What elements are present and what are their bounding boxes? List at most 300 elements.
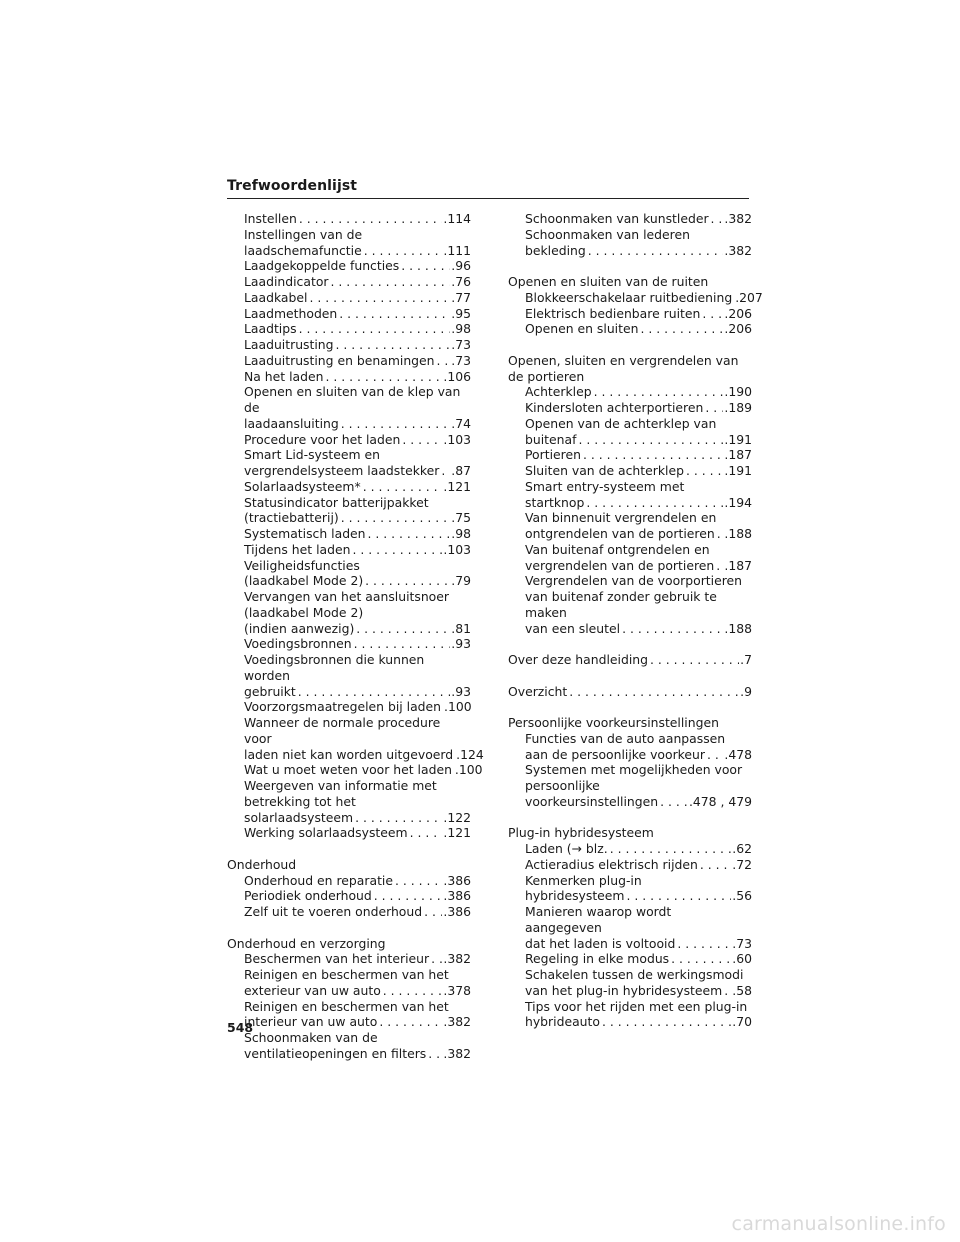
index-entry-leader-line [525, 384, 752, 400]
index-entry [227, 558, 471, 590]
index-entry [508, 573, 752, 636]
index-entry [508, 227, 752, 259]
index-entry-text: laadschemafunctie [244, 242, 362, 258]
page-reference: .378 [443, 982, 471, 998]
index-entry-text: voorkeursinstellingen [525, 793, 659, 809]
index-entry-leader-line [244, 888, 471, 904]
dot-leader [334, 337, 451, 353]
dot-leader [722, 983, 731, 999]
index-entry-text: Vervangen van het aansluitsnoer [244, 589, 449, 604]
dot-leader [339, 416, 451, 432]
index-entry-leader-line [525, 495, 752, 511]
dot-leader [669, 951, 731, 967]
dot-leader [408, 825, 443, 841]
index-entry-leader-line [244, 1014, 471, 1030]
index-entry [227, 589, 471, 636]
index-entry [508, 321, 752, 337]
index-entry-text: van een sleutel [525, 620, 621, 636]
index-entry-text: van het plug-in hybridesysteem [525, 982, 723, 998]
index-entry-text: Elektrisch bedienbare ruiten [525, 305, 701, 321]
page-reference: .124 [456, 746, 484, 762]
index-entry-text: Laden (→ blz. [525, 841, 608, 856]
index-entry [508, 762, 752, 809]
index-entry [227, 999, 471, 1031]
index-entry-text: Veiligheidsfuncties [244, 557, 360, 573]
index-entry-text: Procedure voor het laden [244, 431, 401, 447]
index-entry-leader-line [525, 289, 763, 306]
index-entry-text: bekleding [525, 242, 586, 258]
index-entry-leader-line [525, 243, 752, 259]
index-entry-text: van buitenaf zonder gebruik te maken [525, 589, 717, 620]
index-group [508, 825, 752, 1030]
index-entry-text: (laadkabel Mode 2) [244, 573, 364, 589]
dot-leader [439, 463, 450, 479]
page-reference: .382 [724, 242, 752, 258]
index-column-right [508, 211, 763, 1046]
index-entry [227, 211, 471, 227]
page-reference: .191 [724, 431, 752, 447]
index-entry [508, 652, 752, 668]
index-entry-text: laden niet kan worden uitgevoerd [244, 746, 454, 762]
index-group-heading: Plug-in hybridesysteem [508, 825, 654, 841]
page-reference: .58 [732, 982, 752, 998]
page-title: Trefwoordenlijst [227, 178, 358, 194]
index-group [227, 936, 471, 1062]
index-entry-text: (laadkabel Mode 2) [244, 604, 364, 620]
index-entry [227, 353, 471, 369]
index-entry-leader-line [244, 699, 471, 715]
index-entry-text: Werking solarlaadsysteem [244, 825, 408, 841]
page-reference: .386 [443, 904, 471, 919]
index-group [508, 715, 752, 810]
index-entry-text: Achterklep [525, 384, 592, 400]
page-reference: .382 [724, 211, 752, 226]
index-entry [227, 432, 471, 448]
index-entry [508, 542, 752, 574]
page-reference: .207 [735, 289, 763, 305]
index-entry [508, 447, 752, 463]
index-entry [227, 479, 471, 495]
index-entry-text: Instellingen van de [244, 226, 363, 242]
dot-leader [399, 258, 450, 274]
page-reference: .386 [443, 872, 471, 888]
index-entry-leader-line [525, 432, 752, 448]
index-entry-text: Openen en sluiten van de klep van de [244, 384, 461, 415]
index-entry [227, 762, 483, 778]
index-group [508, 353, 752, 637]
index-entry-leader-line [525, 857, 752, 873]
index-entry-leader-line [525, 1014, 752, 1030]
index-entry [227, 888, 471, 904]
dot-leader [648, 652, 739, 668]
dot-leader [675, 936, 731, 952]
index-entry-leader-line [244, 684, 471, 700]
index-entry-text: Onderhoud en reparatie [244, 872, 393, 888]
index-entry-leader-line [525, 447, 752, 463]
watermark: carmanualsonline.info [731, 1213, 946, 1235]
page-reference: .56 [732, 888, 752, 904]
index-entry-leader-line [244, 274, 471, 290]
dot-leader [361, 479, 443, 495]
index-entry-leader-line [244, 337, 471, 353]
index-entry-text: hybridesysteem [525, 888, 625, 904]
page-number: 548 [227, 1020, 254, 1035]
index-entry-leader-line [525, 621, 752, 637]
dot-leader [705, 747, 723, 763]
index-group [508, 274, 763, 337]
page-reference: .103 [443, 431, 471, 447]
index-entry-text: Manieren waarop wordt aangegeven [525, 904, 672, 935]
index-entry-text: Instellen [244, 211, 297, 226]
index-entry [227, 715, 484, 762]
index-column-left [227, 211, 484, 1077]
dot-leader [709, 211, 724, 227]
index-entry-leader-line [244, 636, 471, 652]
index-entry-leader-line [244, 1046, 471, 1062]
index-entry [227, 274, 471, 290]
index-entry-text: Schoonmaken van lederen [525, 226, 690, 242]
page-reference: .72 [732, 856, 752, 872]
index-entry-leader-line [244, 983, 471, 999]
index-entry [227, 967, 471, 999]
index-entry-text: betrekking tot het [244, 793, 356, 809]
page-reference: .206 [724, 305, 752, 321]
index-entry [508, 479, 752, 511]
index-entry-text: Periodiek onderhoud [244, 888, 372, 904]
index-entry [508, 999, 752, 1031]
dot-leader [703, 400, 723, 416]
index-entry-text: Openen en sluiten [525, 321, 639, 337]
index-entry-leader-line [525, 211, 752, 227]
index-entry-text: Vergrendelen van de voorportieren [525, 573, 743, 589]
dot-leader [400, 432, 442, 448]
dot-leader [339, 510, 451, 526]
index-entry-text: solarlaadsysteem [244, 809, 354, 825]
index-entry-text: Laadindicator [244, 274, 329, 289]
index-group-heading: Persoonlijke voorkeursinstellingen [508, 715, 719, 730]
index-entry-text: Reinigen en beschermen van het [244, 998, 449, 1014]
index-entry-text: Tips voor het rijden met een plug-in [525, 998, 748, 1014]
index-entry-text: aan de persoonlijke voorkeur [525, 746, 705, 762]
dot-leader [584, 495, 723, 511]
index-entry-text: Na het laden [244, 368, 324, 384]
index-entry-text: buitenaf [525, 431, 577, 447]
page-reference: .206 [724, 321, 752, 337]
index-entry-text: Zelf uit te voeren onderhoud [244, 904, 423, 919]
index-entry [227, 495, 471, 527]
index-entry-text: Laadkabel [244, 289, 308, 305]
page-reference: .73 [732, 935, 752, 951]
index-entry-leader-line [244, 762, 483, 778]
index-entry-text: Overzicht [508, 683, 568, 699]
index-group [227, 211, 484, 841]
index-entry [508, 731, 752, 763]
dot-leader [600, 1014, 731, 1030]
page-reference: .382 [443, 951, 471, 967]
index-entry [508, 684, 752, 700]
dot-leader [592, 384, 724, 400]
index-entry-text: Weergeven van informatie met [244, 778, 437, 793]
index-entry-leader-line [244, 258, 471, 274]
index-entry-leader-line [525, 983, 752, 999]
index-entry [508, 857, 752, 873]
index-entry-leader-line [244, 369, 471, 385]
index-entry [508, 873, 752, 905]
dot-leader [426, 1046, 442, 1062]
page-reference: .75 [451, 510, 471, 526]
page-reference: .70 [732, 1014, 752, 1030]
index-entry-text: Kindersloten achterportieren [525, 400, 704, 415]
index-entry-text: Actieradius elektrisch rijden [525, 856, 698, 872]
index-entry-text: Schakelen tussen de werkingsmodi [525, 967, 744, 982]
dot-leader [353, 810, 442, 826]
index-entry-leader-line [525, 558, 752, 574]
index-entry [508, 951, 752, 967]
index-entry [227, 526, 471, 542]
index-entry [508, 211, 752, 227]
index-entry-text: vergrendelen van de portieren [525, 557, 715, 573]
index-entry [508, 904, 752, 951]
page-reference: .122 [443, 809, 471, 825]
page-reference: .121 [443, 478, 471, 494]
index-entry [227, 337, 471, 353]
page-reference: .478 , 479 [688, 793, 752, 809]
index-entry-leader-line [244, 573, 471, 589]
index-entry-text: Tijdens het laden [244, 541, 351, 557]
index-entry-leader-line [244, 479, 471, 495]
index-entry-text: laadaansluiting [244, 415, 339, 431]
index-entry-leader-line [525, 306, 752, 322]
page-reference: .187 [724, 447, 752, 463]
page-reference: .74 [451, 415, 471, 431]
index-entry-leader-line [244, 621, 471, 637]
index-entry-leader-line [244, 526, 471, 542]
index-entry-leader-line [244, 951, 471, 967]
index-entry-text: Sluiten van de achterklep [525, 463, 684, 478]
dot-leader [581, 447, 723, 463]
index-entry-text: Solarlaadsysteem* [244, 478, 361, 494]
page-reference: .100 [444, 699, 472, 715]
index-entry [227, 951, 471, 967]
page-reference: .7 [740, 652, 752, 667]
page-reference: .194 [724, 494, 752, 510]
index-entry-text: vergrendelsysteem laadstekker [244, 463, 440, 478]
index-entry-text: Openen van de achterklep van [525, 415, 717, 431]
dot-leader [698, 857, 731, 873]
page-reference: .187 [724, 557, 752, 573]
index-entry-text: Regeling in elke modus [525, 951, 670, 967]
index-entry-text: Wanneer de normale procedure voor [244, 715, 441, 746]
index-entry [508, 306, 752, 322]
page-reference: .76 [451, 274, 471, 289]
index-entry [227, 321, 471, 337]
index-entry-leader-line [244, 243, 471, 259]
page-reference: .93 [451, 636, 471, 652]
dot-leader [381, 983, 443, 999]
page-reference: .106 [443, 368, 471, 384]
page-reference: .188 [724, 526, 752, 541]
index-entry-leader-line [525, 747, 752, 763]
index-entry [227, 447, 471, 479]
index-entry-text: Voorzorgsmaatregelen bij laden [244, 699, 442, 715]
index-entry [508, 463, 752, 479]
dot-leader [329, 274, 451, 290]
index-entry-text: gebruikt [244, 683, 296, 699]
dot-leader [567, 684, 739, 700]
index-entry [227, 227, 471, 259]
page-reference: .100 [454, 762, 483, 778]
index-entry-text: interieur van uw auto [244, 1014, 378, 1030]
index-group-heading: Openen en sluiten van de ruiten [508, 274, 709, 289]
dot-leader [620, 621, 723, 637]
dot-leader [625, 888, 732, 904]
index-entry-leader-line [525, 400, 752, 416]
dot-leader [638, 321, 723, 337]
index-entry-text: Functies van de auto aanpassen [525, 730, 726, 746]
page-reference: .77 [451, 289, 471, 305]
page-reference: .189 [724, 400, 752, 415]
index-entry-leader-line [525, 841, 752, 857]
index-group-heading: Openen, sluiten en vergrendelen van de portieren [508, 352, 739, 384]
dot-leader [422, 904, 442, 920]
page-reference: .62 [732, 841, 752, 856]
index-entry [508, 510, 752, 542]
dot-leader [297, 321, 451, 337]
page-reference: .382 [443, 1014, 471, 1030]
page-header [227, 178, 749, 199]
index-group [508, 211, 752, 258]
index-entry-leader-line [244, 542, 471, 558]
index-group-heading: Onderhoud [227, 856, 297, 872]
index-entry-text: ontgrendelen van de portieren [525, 526, 715, 541]
index-entry-text: startknop [525, 494, 585, 510]
index-entry [227, 825, 471, 841]
index-entry-leader-line [244, 463, 471, 479]
index-entry [227, 369, 471, 385]
index-entry-text: Smart entry-systeem met [525, 478, 685, 494]
page-reference: .478 [724, 746, 752, 762]
index-entry [227, 904, 471, 920]
dot-leader [366, 526, 451, 542]
index-entry-leader-line [244, 211, 471, 227]
dot-leader [700, 306, 723, 322]
dot-leader [429, 951, 442, 967]
index-entry [508, 841, 752, 857]
page-reference: .121 [443, 825, 471, 841]
index-entry [227, 699, 471, 715]
index-entry-leader-line [525, 463, 752, 479]
dot-leader [362, 243, 443, 259]
index-entry [508, 416, 752, 448]
page-reference: .93 [451, 683, 471, 699]
index-entry-text: (indien aanwezig) [244, 620, 355, 636]
index-entry-text: ventilatieopeningen en filters [244, 1045, 427, 1061]
dot-leader [350, 542, 442, 558]
index-entry-text: Voedingsbronnen [244, 636, 352, 652]
page-reference: .73 [451, 337, 471, 352]
dot-leader [684, 463, 723, 479]
index-entry-text: Reinigen en beschermen van het [244, 967, 449, 982]
dot-leader [372, 888, 443, 904]
index-entry-text: Laadmethoden [244, 305, 338, 321]
index-entry [227, 652, 471, 699]
index-entry-text: Laadtips [244, 321, 297, 337]
index-entry [227, 873, 471, 889]
page-reference: .114 [443, 211, 471, 226]
index-entry-leader-line [244, 873, 471, 889]
index-entry [508, 400, 752, 416]
index-entry-leader-line [244, 510, 471, 526]
dot-leader [393, 873, 442, 889]
index-entry-leader-line [525, 951, 752, 967]
index-entry-leader-line [525, 794, 752, 810]
dot-leader [354, 621, 450, 637]
index-entry [227, 290, 471, 306]
index-entry-leader-line [244, 290, 471, 306]
index-entry-text: dat het laden is voltooid [525, 935, 676, 951]
index-entry-text: Schoonmaken van de [244, 1030, 378, 1045]
dot-leader [435, 353, 451, 369]
dot-leader [296, 684, 451, 700]
index-entry [508, 289, 763, 306]
index-entry [227, 258, 471, 274]
index-entry [227, 636, 471, 652]
page-reference: .382 [443, 1045, 471, 1061]
page-reference: .188 [724, 620, 752, 636]
index-entry-text: Laaduitrusting [244, 337, 334, 352]
index-entry-text: Wat u moet weten voor het laden [244, 762, 452, 778]
dot-leader [715, 526, 724, 542]
index-entry [227, 1030, 471, 1062]
index-entry [227, 542, 471, 558]
index-entry-text: exterieur van uw auto [244, 982, 381, 998]
page-reference: .87 [451, 463, 471, 478]
index-entry-leader-line [508, 652, 752, 668]
page-reference: .79 [451, 573, 471, 589]
index-group [227, 857, 471, 920]
page-reference: .191 [724, 463, 752, 478]
page-reference: .190 [724, 384, 752, 400]
dot-leader [363, 573, 450, 589]
index-entry-leader-line [244, 416, 471, 432]
dot-leader [658, 794, 688, 810]
index-entry-leader-line [244, 746, 484, 763]
index-entry-text: Smart Lid-systeem en [244, 447, 380, 463]
index-entry-text: Over deze handleiding [508, 652, 648, 667]
page-reference: .60 [732, 951, 752, 967]
index-entry-leader-line [525, 321, 752, 337]
index-entry [508, 384, 752, 400]
dot-leader [323, 369, 442, 385]
index-entry-text: Systematisch laden [244, 526, 366, 541]
page-reference: .9 [740, 683, 752, 699]
index-entry-text: persoonlijke [525, 778, 600, 793]
index-entry-text: Beschermen van het interieur [244, 951, 430, 967]
index-entry-text: Van buitenaf ontgrendelen en [525, 541, 710, 557]
dot-leader [307, 290, 450, 306]
index-entry-text: Portieren [525, 447, 581, 463]
index-entry-leader-line [244, 432, 471, 448]
dot-leader [352, 636, 451, 652]
page-reference: .73 [451, 352, 471, 368]
index-entry-leader-line [244, 825, 471, 841]
dot-leader [297, 211, 443, 227]
index-entry [227, 778, 471, 825]
index-entry-text: Laadgekoppelde functies [244, 258, 400, 274]
index-entry-text: Van binnenuit vergrendelen en [525, 510, 717, 526]
index-entry-text: (tractiebatterij) [244, 510, 339, 526]
dot-leader [608, 841, 732, 857]
